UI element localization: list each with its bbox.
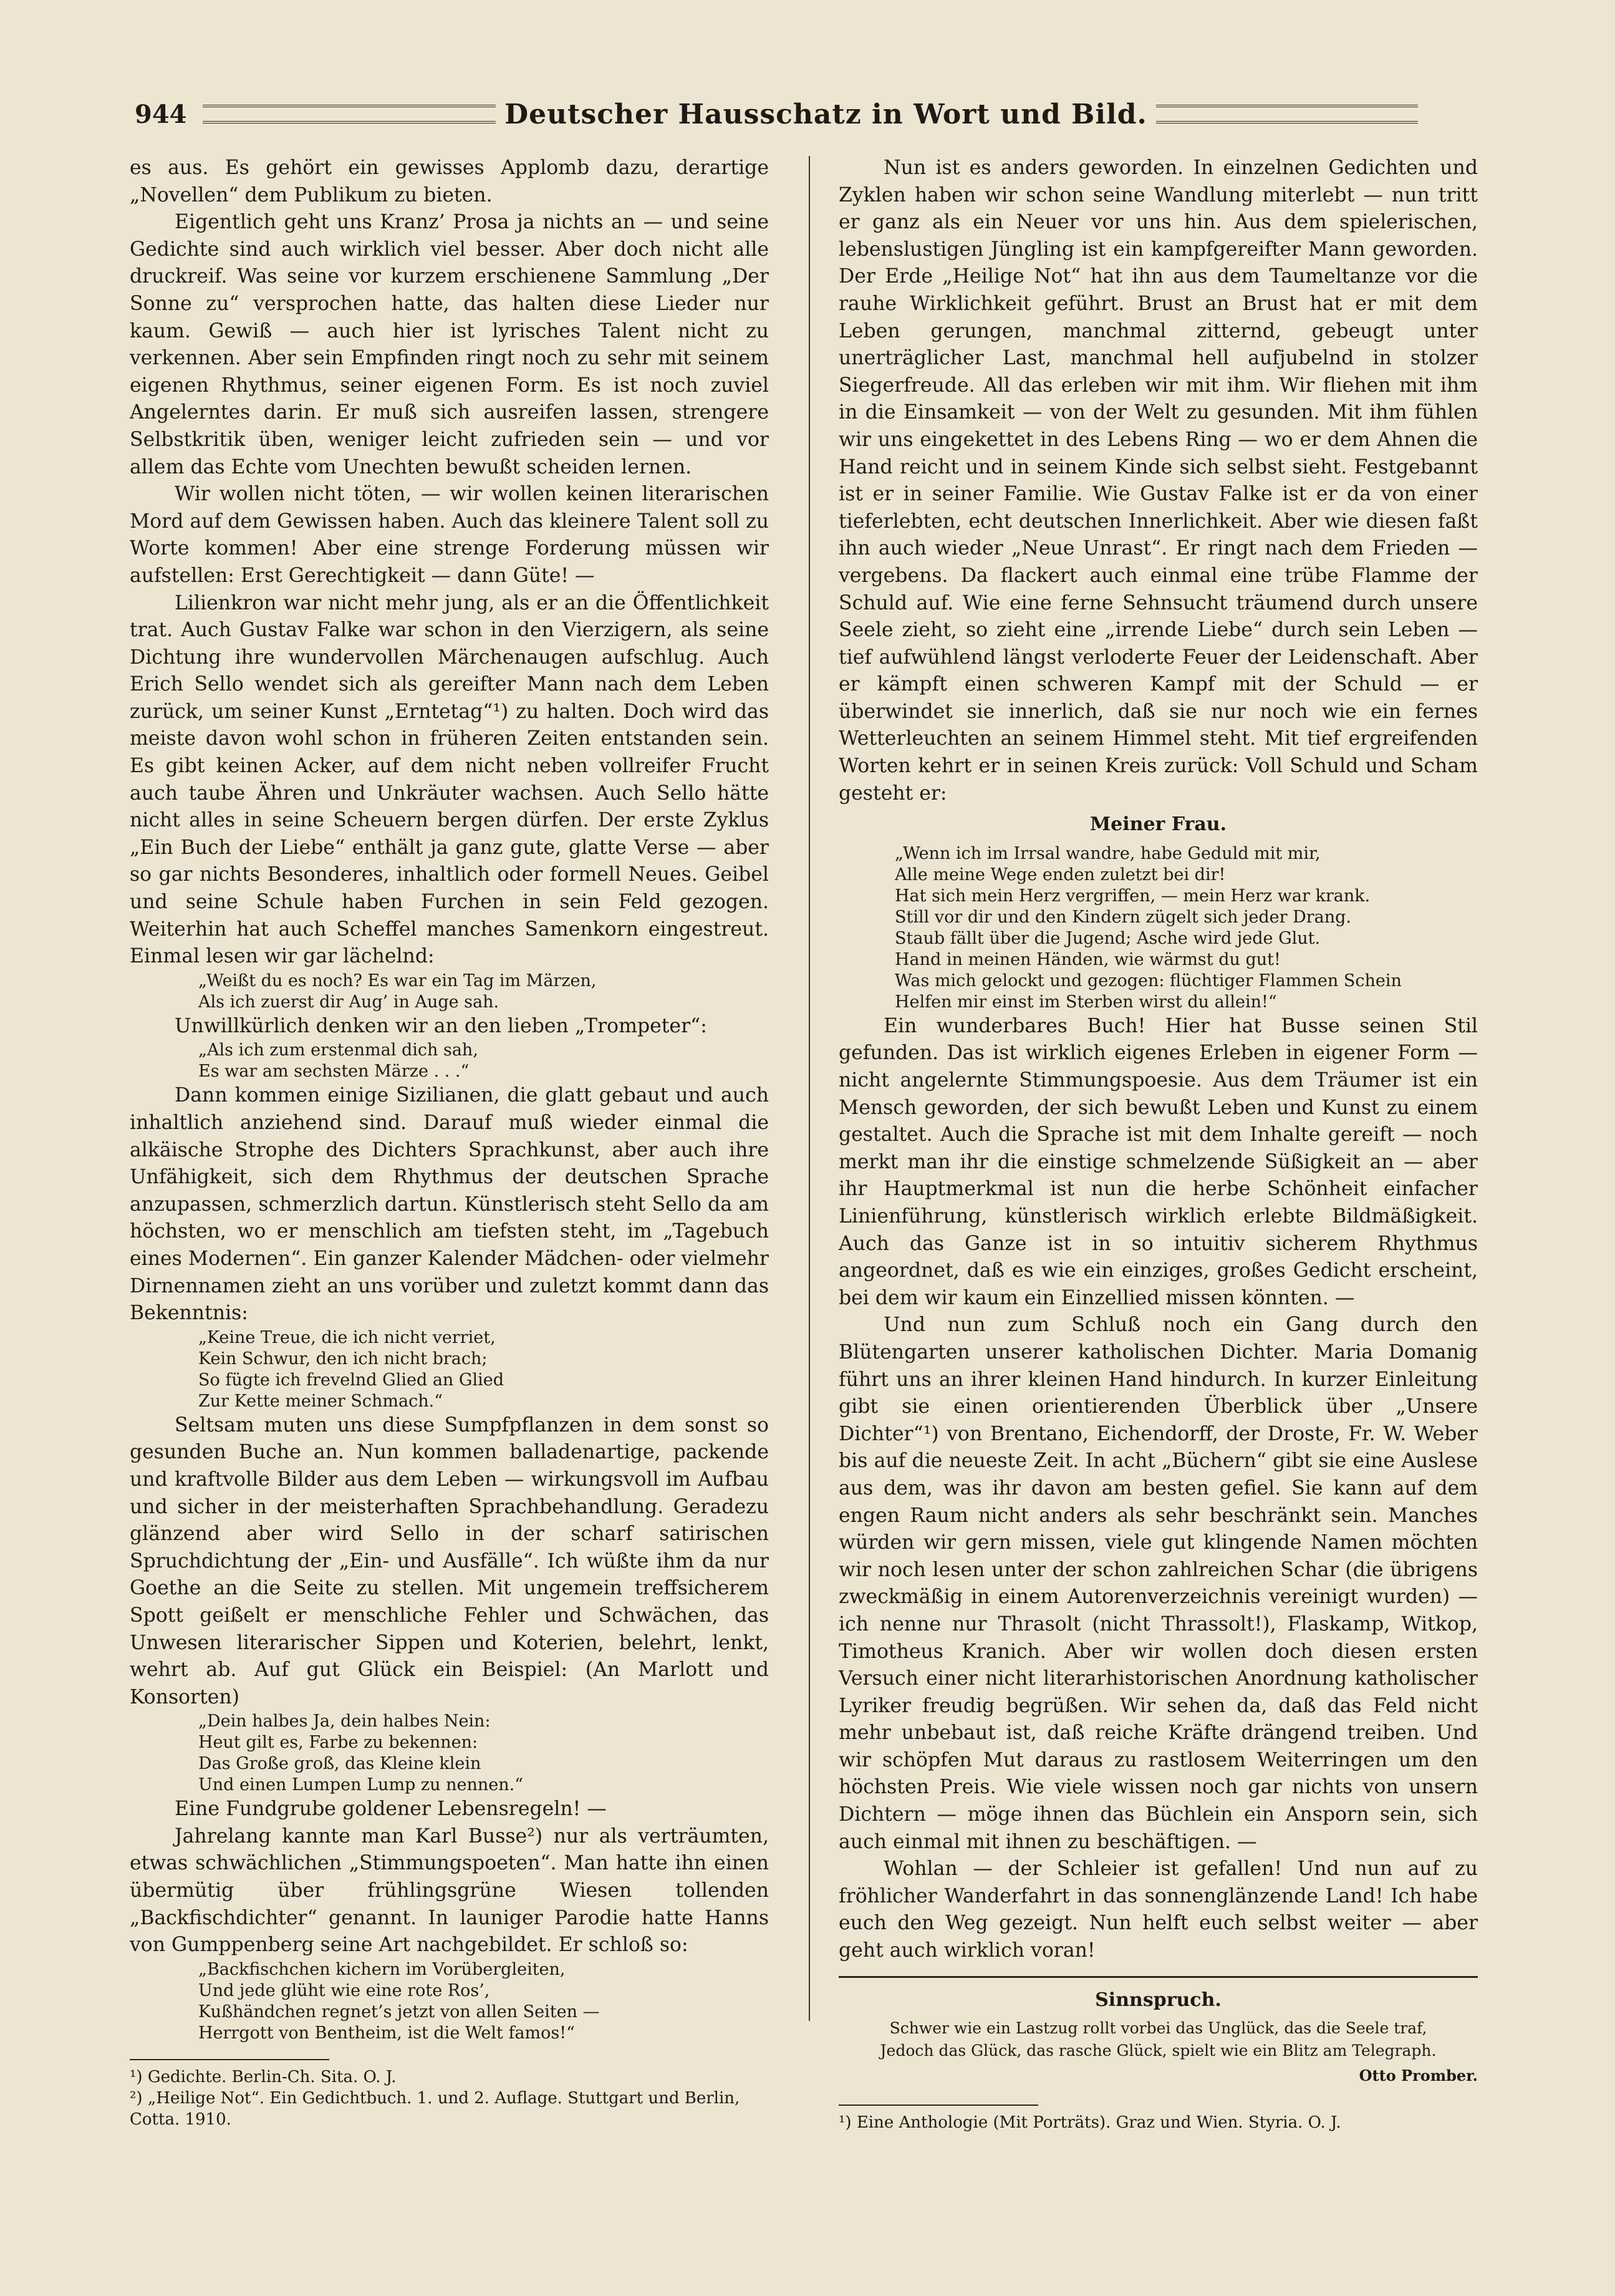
verse-line: Und einen Lumpen Lump zu nennen.“ [198, 1775, 524, 1795]
column-divider [809, 156, 810, 2021]
paragraph: Unwillkürlich denken wir an den lieben „Trompeter“: [175, 1014, 707, 1037]
verse-line: „Wenn ich im Irrsal wandre, habe Geduld mit mir, [895, 843, 1321, 863]
ornament-right [1156, 105, 1418, 124]
paragraph: Wir wollen nicht töten, — wir wollen keinen literarischen Mord auf dem Gewissen haben. Auch das kleinere Talent soll zu Worte kommen! Aber eine strenge Forderung müssen wir aufstellen: Erst Gerechtigkeit — dann Güte! — [130, 483, 769, 587]
verse-line: Kußhändchen regnet’s jetzt von allen Seiten — [198, 2002, 600, 2022]
paragraph: Eigentlich geht uns Kranz’ Prosa ja nichts an — und seine Gedichte sind auch wirklich viel besser. Aber doch nicht alle druckreif. Was seine vor kurzem erschienene Sammlung „Der Sonne zu“ versprochen hatte, das halten diese Lieder nur kaum. Gewiß — auch hier ist lyrisches Talent nicht zu verkennen. Aber sein Empfinden ringt noch zu sehr mit seinem eigenen Rhythmus, seiner eigenen Form. Es ist noch zuviel Angelerntes darin. Er muß sich ausreifen lassen, strengere Selbstkritik üben, weniger leicht zufrieden sein — und vor allem das Echte vom Unechten bewußt scheiden lernen. [130, 211, 769, 478]
paragraph: Wohlan — der Schleier ist gefallen! Und nun auf zu fröhlicher Wanderfahrt in das sonnenglänzende Land! Ich habe euch den Weg gezeigt. Nun helft euch selbst weiter — aber geht auch wirklich voran! [839, 1858, 1478, 1962]
journal-title: Deutscher Hausschatz in Wort und Bild. [504, 98, 1147, 130]
verse-line: Das Große groß, das Kleine klein [198, 1754, 481, 1774]
footnote: ¹) Gedichte. Berlin-Ch. Sita. O. J. [130, 2067, 397, 2086]
verse-line: Staub fällt über die Jugend; Asche wird jede Glut. [895, 928, 1321, 948]
poem-title: Meiner Frau. [1089, 813, 1227, 836]
section-rule [839, 1976, 1478, 1978]
verse-line: Zur Kette meiner Schmach.“ [198, 1391, 443, 1411]
running-header [135, 92, 1513, 136]
paragraph: Dann kommen einige Sizilianen, die glatt gebaut und auch inhaltlich anziehend sind. Darauf muß wieder einmal die alkäische Strophe des Dichters Sprachkunst, aber auch ihre Unfähigkeit, sich dem Rhythmus der deutschen Sprache anzupassen, schmerzlich dartun. Künstlerisch steht Sello da am höchsten, wo er menschlich am tiefsten steht, im „Tagebuch eines Modernen“. Ein ganzer Kalender Mädchen- oder vielmehr Dirnennamen zieht an uns vorüber und zuletzt kommt dann das Bekenntnis: [130, 1084, 769, 1325]
poem [895, 843, 1478, 1013]
verse-line: Hand in meinen Händen, wie wärmst du gut! [895, 949, 1281, 969]
verse-line: So fügte ich frevelnd Glied an Glied [198, 1370, 504, 1390]
verse-line: Hat sich mein Herz vergriffen, — mein Herz war krank. [895, 886, 1371, 906]
paragraph: Ein wunderbares Buch! Hier hat Busse seinen Stil gefunden. Das ist wirklich eigenes Erleben in eigener Form — nicht angelernte Stimmungspoesie. Aus dem Träumer ist ein Mensch geworden, der sich bewußt Leben und Kunst zu einem gestaltet. Auch die Sprache ist mit dem Inhalte gereift — noch merkt man ihr die einstige schmelzende Süßigkeit an — aber ihr Hauptmerkmal ist nun die herbe Schönheit einfacher Linienführung, künstlerisch wirklich erlebte Bildmäßigkeit. Auch das Ganze ist in so intuitiv sicherem Rhythmus angeordnet, daß es wie ein einziges, großes Gedicht erscheint, bei dem wir kaum ein Einzellied missen könnten. — [839, 1014, 1478, 1309]
left-column [130, 155, 769, 2130]
verse-line: „Als ich zum erstenmal dich sah, [198, 1040, 478, 1060]
verse-line: Kein Schwur, den ich nicht brach; [198, 1349, 488, 1368]
paragraph: Und nun zum Schluß noch ein Gang durch den Blütengarten unserer katholischen Dichter. Maria Domanig führt uns an ihrer kleinen Hand hindurch. In kurzer Einleitung gibt sie einen orientierenden Überblick über „Unsere Dichter“¹) von Brentano, Eichendorff, der Droste, Fr. W. Weber bis auf die neueste Zeit. In acht „Büchern“ gibt sie eine Auslese aus dem, was ihr davon am besten gefiel. Sie kann auf dem engen Raum nicht anders als sehr beschränkt sein. Manches würden wir gern missen, viele gut klingende Namen möchten wir noch lesen unter der schon zahlreichen Schar (die übrigens zweckmäßig in einem Autorenverzeichnis vereinigt wurden) — ich nenne nur Thrasolt (nicht Thrassolt!), Flaskamp, Witkop, Timotheus Kranich. Aber wir wollen doch diesen ersten Versuch einer nicht literarhistorischen Anordnung katholischer Lyriker freudig begrüßen. Wir sehen da, daß das Feld nicht mehr unbebaut ist, daß reiche Kräfte drängend treiben. Und wir schöpfen Mut daraus zu rastlosem Weiterringen um den höchsten Preis. Wie viele wissen noch gar nichts von unsern Dichtern — möge ihnen das Büchlein ein Ansporn sein, sich auch einmal mit ihnen zu beschäftigen. — [839, 1314, 1478, 1853]
sinnspruch-author: Otto Promber. [1359, 2066, 1478, 2085]
verse-line: Es war am sechsten Märze . . .“ [198, 1062, 470, 1082]
verse-line: „Keine Treue, die ich nicht verriet, [198, 1327, 496, 1347]
verse-line: Als ich zuerst dir Aug’ in Auge sah. [198, 992, 499, 1012]
sinnspruch-line: Schwer wie ein Lastzug rollt vorbei das Unglück, das die Seele traf, [889, 2019, 1427, 2038]
verse-quote [198, 1959, 769, 2044]
paragraph: Seltsam muten uns diese Sumpfpflanzen in dem sonst so gesunden Buche an. Nun kommen balladenartige, packende und kraftvolle Bilder aus dem Leben — wirkungsvoll im Aufbau und sicher in der meisterhaften Sprachbehandlung. Geradezu glänzend aber wird Sello in der scharf satirischen Spruchdichtung der „Ein- und Ausfälle“. Ich wüßte ihm da nur Goethe an die Seite zu stellen. Mit ungemein treffsicherem Spott geißelt er menschliche Fehler und Schwächen, das Unwesen literarischer Sippen und Koterien, belehrt, lenkt, wehrt ab. Auf gut Glück ein Beispiel: (An Marlott und Konsorten) [130, 1413, 769, 1708]
sinnspruch-line: Jedoch das Glück, das rasche Glück, spielt wie ein Blitz am Telegraph. [880, 2042, 1437, 2060]
verse-line: „Dein halbes Ja, dein halbes Nein: [198, 1712, 491, 1732]
footnote: ²) „Heilige Not“. Ein Gedichtbuch. 1. und 2. Auflage. Stuttgart und Berlin, Cotta. 1910. [130, 2088, 740, 2129]
page-number: 944 [135, 99, 187, 129]
verse-line: Heut gilt es, Farbe zu bekennen: [198, 1733, 478, 1753]
paragraph: Jahrelang kannte man Karl Busse²) nur als verträumten, etwas schwächlichen „Stimmungspoeten“. Man hatte ihn einen übermütig über frühlingsgrüne Wiesen tollenden „Backfischdichter“ genannt. In launiger Parodie hatte Hanns von Gumppenberg seine Art nachgebildet. Er schloß so: [130, 1824, 769, 1957]
verse-line: „Weißt du es noch? Es war ein Tag im Märzen, [198, 971, 597, 991]
footnote: ¹) Eine Anthologie (Mit Porträts). Graz und Wien. Styria. O. J. [839, 2113, 1341, 2132]
footnote-rule [130, 2059, 329, 2060]
right-column [839, 155, 1478, 2133]
verse-line: Herrgott von Bentheim, ist die Welt famos!“ [198, 2023, 575, 2043]
verse-line: Und jede glüht wie eine rote Ros’, [198, 1980, 490, 2000]
verse-line: „Backfischchen kichern im Vorübergleiten, [198, 1959, 566, 1979]
ornament-left [203, 105, 496, 124]
verse-line: Alle meine Wege enden zuletzt bei dir! [895, 865, 1226, 884]
verse-quote [198, 971, 769, 1013]
paragraph: Eine Fundgrube goldener Lebensregeln! — [175, 1798, 607, 1821]
verse-line: Still vor dir und den Kindern zügelt sich jeder Drang. [895, 907, 1351, 927]
paragraph: es aus. Es gehört ein gewisses Applomb dazu, derartige „Novellen“ dem Publikum zu bieten. [130, 157, 769, 206]
paragraph: Nun ist es anders geworden. In einzelnen Gedichten und Zyklen haben wir schon seine Wandlung miterlebt — nun tritt er ganz als ein Neuer vor uns hin. Aus dem spielerischen, lebenslustigen Jüngling ist ein kampfgereifter Mann geworden. Der Erde „Heilige Not“ hat ihn aus dem Taumeltanze vor die rauhe Wirklichkeit geführt. Brust an Brust hat er mit dem Leben gerungen, manchmal zitternd, gebeugt unter unerträglicher Last, manchmal hell aufjubelnd in stolzer Siegerfreude. All das erleben wir mit ihm. Wir fliehen mit ihm in die Einsamkeit — von der Welt zu gesunden. Mit ihm fühlen wir uns eingekettet in des Lebens Ring — wo er dem Ahnen die Hand reicht und in seinem Kinde sich selbst sieht. Festgebannt ist er in seiner Familie. Wie Gustav Falke ist er da von einer tieferlebten, echt deutschen Innerlichkeit. Aber wie diesen faßt ihn auch wieder „Neue Unrast“. Er ringt nach dem Frieden — vergebens. Da flackert auch einmal eine trübe Flamme der Schuld auf. Wie eine ferne Sehnsucht träumend durch unsere Seele zieht, so zieht eine „irrende Liebe“ durch sein Leben — tief aufwühlend längst verloderte Feuer der Leidenschaft. Aber er kämpft einen schweren Kampf mit der Schuld — er überwindet sie innerlich, daß sie nur noch wie ein fernes Wetterleuchten an seinem Himmel steht. Mit tief ergreifenden Worten kehrt er in seinen Kreis zurück: Voll Schuld und Scham gesteht er: [839, 157, 1478, 805]
verse-quote [198, 1711, 769, 1796]
paragraph: Lilienkron war nicht mehr jung, als er an die Öffentlichkeit trat. Auch Gustav Falke war schon in den Vierzigern, als seine Dichtung ihre wundervollen Märchenaugen aufschlug. Auch Erich Sello wendet sich als gereifter Mann nach dem Leben zurück, um seiner Kunst „Erntetag“¹) zu halten. Doch wird das meiste davon wohl schon in früheren Zeiten entstanden sein. Es gibt keinen Acker, auf dem nicht neben vollreifer Frucht auch taube Ähren und Unkräuter wachsen. Auch Sello hätte nicht alles in seine Scheuern bergen dürfen. Der erste Zyklus „Ein Buch der Liebe“ enthält ja ganz gute, glatte Verse — aber so gar nichts Besonderes, inhaltlich oder formell Neues. Geibel und seine Schule haben Furchen in sein Feld gezogen. Weiterhin hat auch Scheffel manches Samenkorn eingestreut. Einmal lesen wir gar lächelnd: [130, 591, 769, 968]
verse-quote [198, 1327, 769, 1412]
verse-line: Helfen mir einst im Sterben wirst du allein!“ [895, 992, 1277, 1012]
sinnspruch-title: Sinnspruch. [1095, 1988, 1222, 2011]
footnote-rule [839, 2105, 1038, 2106]
verse-quote [198, 1040, 769, 1082]
verse-line: Was mich gelockt und gezogen: flüchtiger Flammen Schein [895, 971, 1402, 991]
